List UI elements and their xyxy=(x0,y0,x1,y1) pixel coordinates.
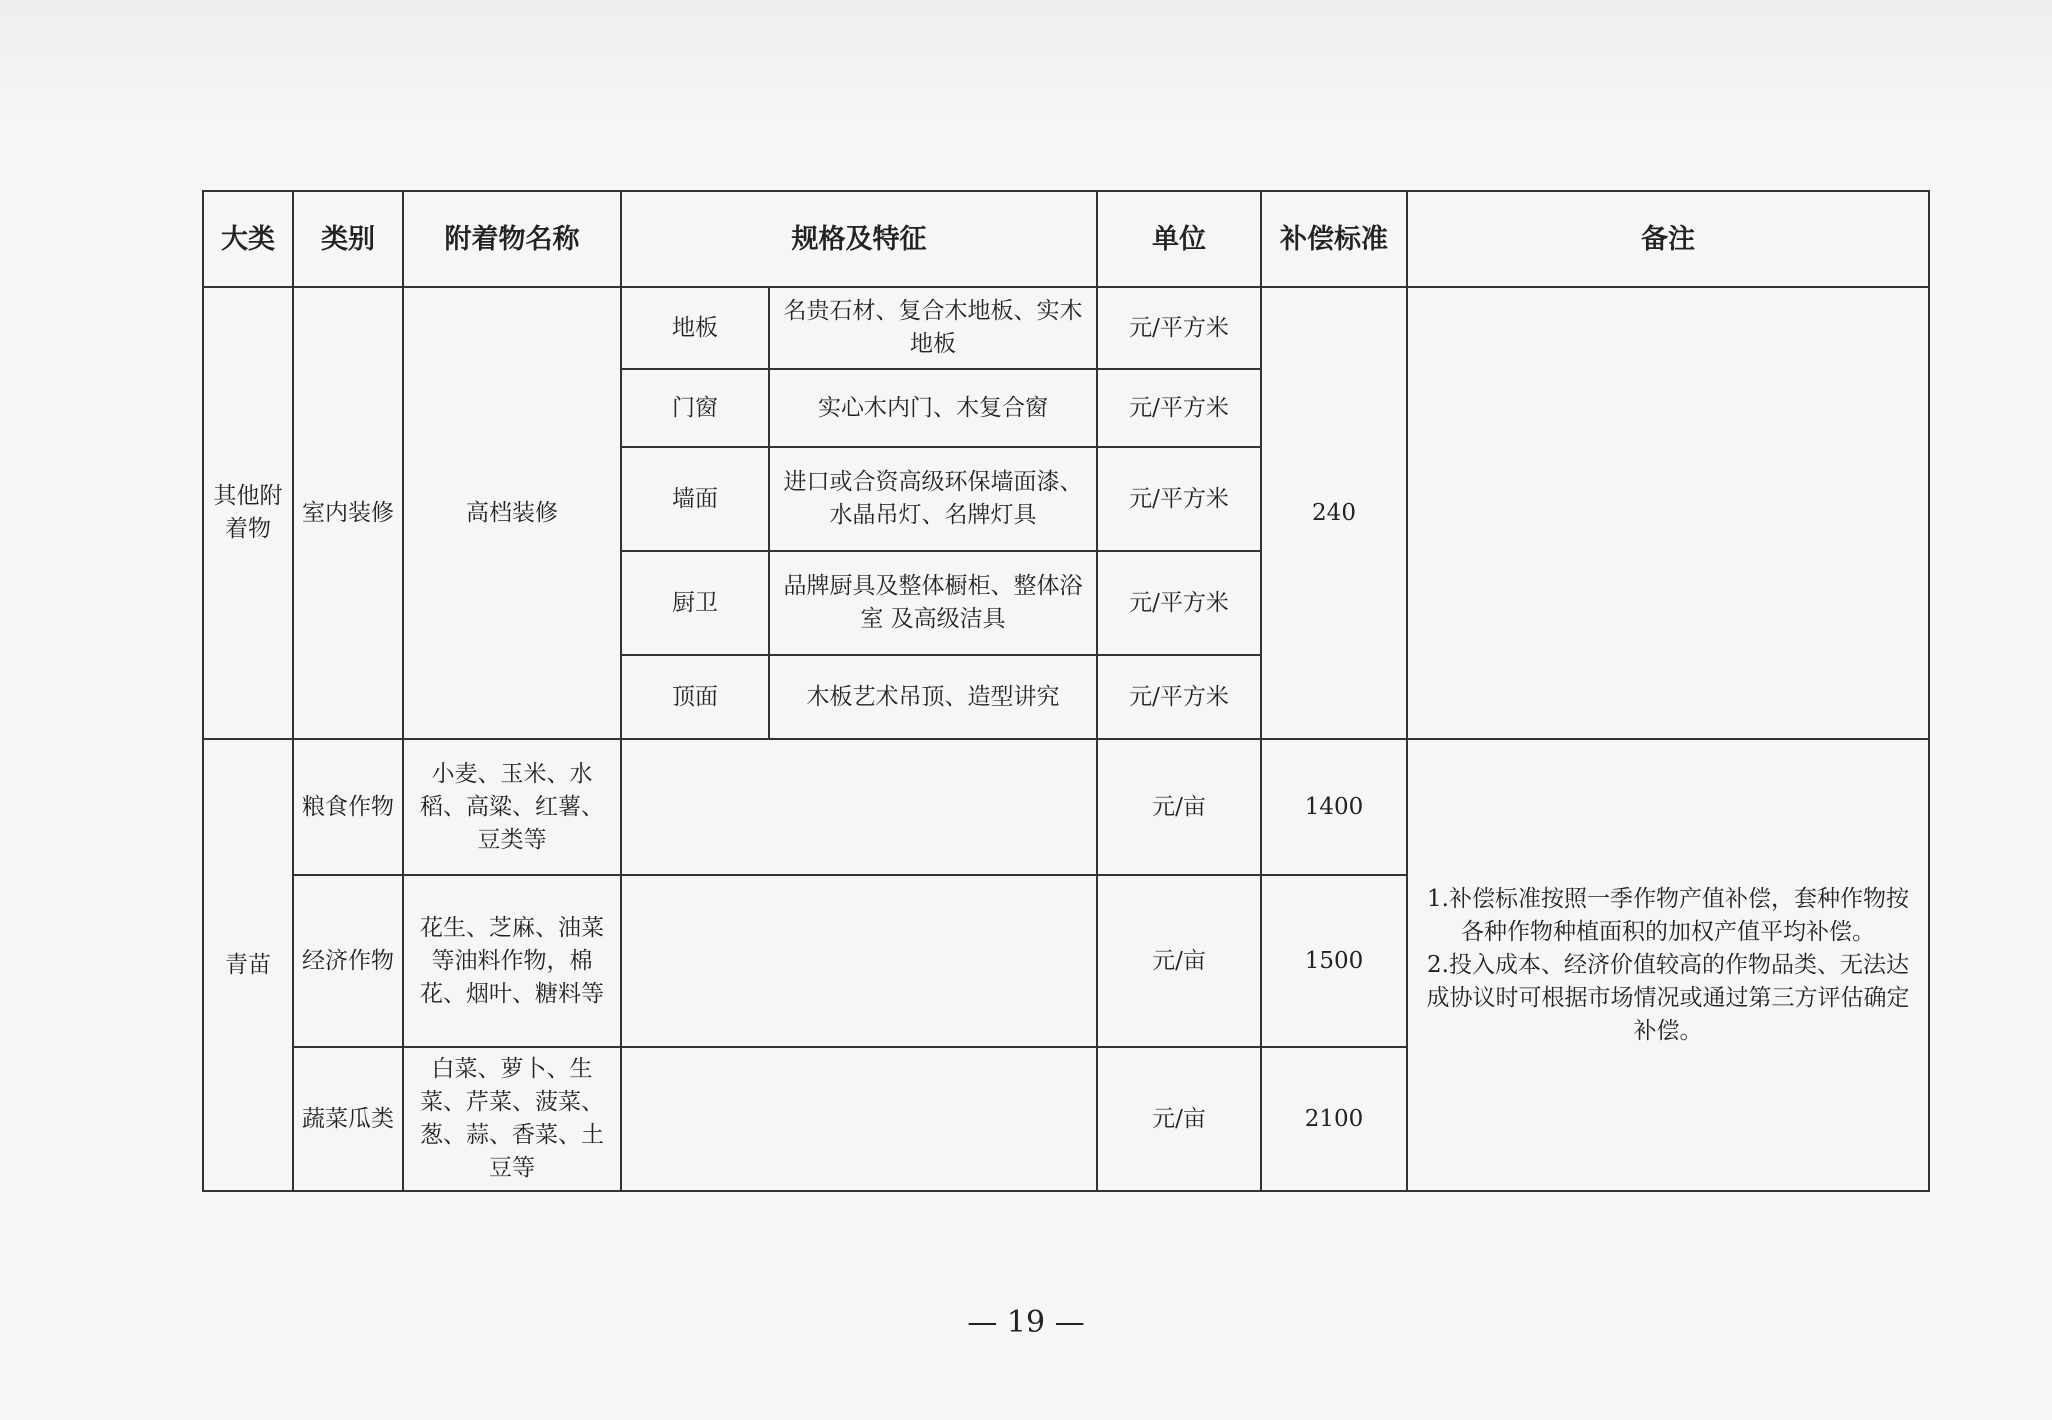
standard-cell: 1500 xyxy=(1261,875,1407,1047)
desc-cell: 实心木内门、木复合窗 xyxy=(769,369,1097,447)
category-cell: 经济作物 xyxy=(293,875,403,1047)
unit-cell: 元/平方米 xyxy=(1097,447,1261,551)
part-cell: 地板 xyxy=(621,287,769,369)
spec-cell xyxy=(621,875,1097,1047)
header-name: 附着物名称 xyxy=(403,191,621,287)
header-standard: 补偿标准 xyxy=(1261,191,1407,287)
note-cell xyxy=(1407,739,1929,1191)
spec-cell xyxy=(621,1047,1097,1191)
unit-cell: 元/亩 xyxy=(1097,875,1261,1047)
table-row xyxy=(203,739,1929,875)
desc-cell: 名贵石材、复合木地板、实木地板 xyxy=(769,287,1097,369)
desc-cell: 进口或合资高级环保墙面漆、水晶吊灯、名牌灯具 xyxy=(769,447,1097,551)
unit-cell: 元/亩 xyxy=(1097,739,1261,875)
header-note: 备注 xyxy=(1407,191,1929,287)
category-cell: 蔬菜瓜类 xyxy=(293,1047,403,1191)
spec-cell xyxy=(621,739,1097,875)
part-cell: 墙面 xyxy=(621,447,769,551)
part-cell: 顶面 xyxy=(621,655,769,739)
desc-cell: 品牌厨具及整体橱柜、整体浴室 及高级洁具 xyxy=(769,551,1097,655)
unit-cell: 元/平方米 xyxy=(1097,551,1261,655)
unit-cell: 元/平方米 xyxy=(1097,655,1261,739)
note-line: 2.投入成本、经济价值较高的作物品类、无法达成协议时可根据市场情况或通过第三方评估确定补偿。 xyxy=(1426,951,1910,1044)
scan-background xyxy=(0,0,2052,130)
part-cell: 厨卫 xyxy=(621,551,769,655)
desc-cell: 木板艺术吊顶、造型讲究 xyxy=(769,655,1097,739)
unit-cell: 元/亩 xyxy=(1097,1047,1261,1191)
table-row xyxy=(203,287,1929,369)
category-cell: 室内装修 xyxy=(293,287,403,739)
header-spec: 规格及特征 xyxy=(621,191,1097,287)
header-row xyxy=(203,191,1929,287)
unit-cell: 元/平方米 xyxy=(1097,369,1261,447)
header-unit: 单位 xyxy=(1097,191,1261,287)
major-cell: 其他附着物 xyxy=(203,287,293,739)
name-cell: 白菜、萝卜、生菜、芹菜、菠菜、葱、蒜、香菜、土豆等 xyxy=(403,1047,621,1191)
major-cell: 青苗 xyxy=(203,739,293,1191)
standard-cell: 1400 xyxy=(1261,739,1407,875)
name-cell: 高档装修 xyxy=(403,287,621,739)
category-cell: 粮食作物 xyxy=(293,739,403,875)
header-major: 大类 xyxy=(203,191,293,287)
note-cell xyxy=(1407,287,1929,739)
name-cell: 花生、芝麻、油菜等油料作物，棉花、烟叶、糖料等 xyxy=(403,875,621,1047)
compensation-table xyxy=(202,190,1930,1192)
part-cell: 门窗 xyxy=(621,369,769,447)
note-line: 1.补偿标准按照一季作物产值补偿，套种作物按各种作物种植面积的加权产值平均补偿。 xyxy=(1427,885,1909,945)
unit-cell: 元/平方米 xyxy=(1097,287,1261,369)
standard-cell: 240 xyxy=(1261,287,1407,739)
header-category: 类别 xyxy=(293,191,403,287)
name-cell: 小麦、玉米、水稻、高粱、红薯、豆类等 xyxy=(403,739,621,875)
standard-cell: 2100 xyxy=(1261,1047,1407,1191)
page-number: — 19 — xyxy=(967,1305,1085,1340)
